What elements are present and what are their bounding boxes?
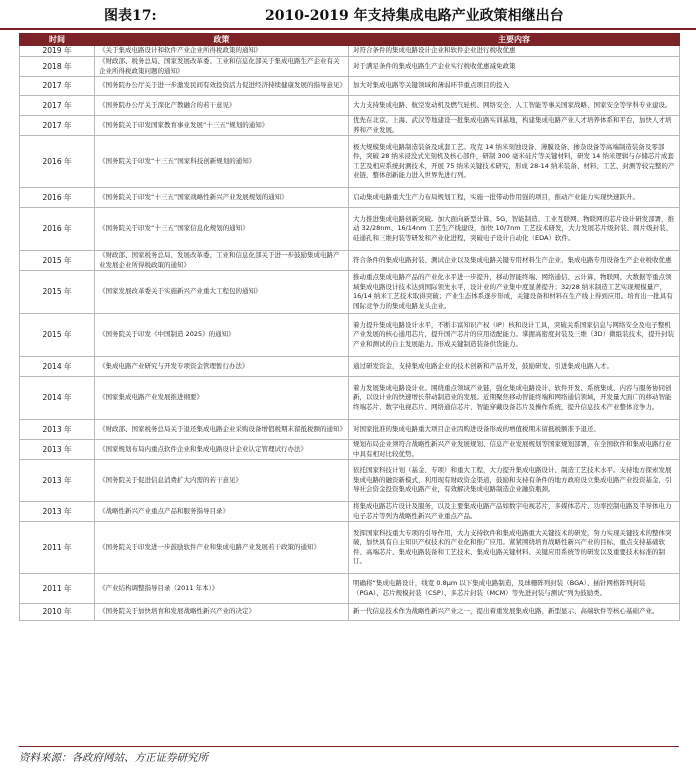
table-row (20, 46, 680, 57)
content-cell: 符合条件的集成电路封装、测试企业以及集成电路关键专用材料生产企业、集成电路专用设备生产企业税收优惠 (349, 251, 680, 271)
year-cell: 2014 年 (20, 357, 95, 377)
year-cell: 2015 年 (20, 271, 95, 314)
year-cell: 2017 年 (20, 77, 95, 96)
table-row (20, 420, 680, 440)
policy-cell: 《财政部、税务总局、国家发展改革委、工业和信息化部关于集成电路生产企业有关企业所得税政策问题的通知》 (95, 57, 349, 77)
table-row (20, 96, 680, 116)
content-cell: 大力支持集成电路、航空发动机及燃气轮机、网络安全、人工智能等事关国家战略、国家安全等学科专业建设。 (349, 96, 680, 116)
table-row (20, 77, 680, 96)
content-cell: 对于满足条件的集成电路生产企业实行税收优惠减免政策 (349, 57, 680, 77)
content-cell: 加大对集成电路等关键领域和薄弱环节重点项目的投入 (349, 77, 680, 96)
content-cell: 明确将“集成电路设计，线宽 0.8μm 以下集成电路制造，及球栅阵列封装（BGA）、插针网格阵列封装（PGA）、芯片规模封装（CSP）、多芯片封装（MCM）等先进封装与测试”列为鼓励类。 (349, 574, 680, 604)
table-row (20, 251, 680, 271)
content-cell: 推动重点集成电路产品的产业化水平进一步提升，移动智能终端、网络通信、云计算、物联网、大数据等重点领域集成电路设计技术达到国际领先水平，设计业的产业集中度显著提升；32/28 纳米制造工艺实现规模量产，16/14 纳米工艺技术取得突破；产业生态体系逐步形成，关键设备和材料在生产线上得到应用。培育出一批具有国际竞争力的集成电路龙头企业。 (349, 271, 680, 314)
table-row (20, 116, 680, 136)
header-content: 主要内容 (349, 34, 680, 46)
policy-cell: 《国务院关于印发“十三五”国家战略性新兴产业发展规划的通知》 (95, 188, 349, 208)
year-cell: 2015 年 (20, 251, 95, 271)
table-row (20, 271, 680, 314)
policy-cell: 《国务院办公厅关于深化产教融合的若干意见》 (95, 96, 349, 116)
table-row (20, 57, 680, 77)
table-header-row (20, 34, 680, 46)
year-cell: 2017 年 (20, 116, 95, 136)
content-cell: 将集成电路芯片设计及服务，以及主要集成电路产品如数字电视芯片、多媒体芯片、功率控制电路及半导体电力电子芯片等列为战略性新兴产业重点产品。 (349, 502, 680, 522)
figure-label: 图表17: (104, 8, 157, 24)
content-cell: 大力推进集成电路创新突破。加大面向新型计算、5G、智能制造、工业互联网、物联网的芯片设计研发部署，推动 32/28nm、16/14nm 工艺生产线建设，加快 10/7nm 工艺技术研发，大力发展芯片级封装、圆片级封装、硅通孔和三维封装等研发和产业化进程，突破电子设计自动化（EDA）软件。 (349, 208, 680, 251)
content-cell: 通过研发资金，支持集成电路企业的技术创新和产品开发，鼓励研发、引进集成电路人才。 (349, 357, 680, 377)
year-cell: 2018 年 (20, 57, 95, 77)
year-cell: 2013 年 (20, 420, 95, 440)
table-row (20, 460, 680, 502)
policy-cell: 《财政部、国家税务总局关于退还集成电路企业采购设备增值税期末留抵税额的通知》 (95, 420, 349, 440)
policy-cell: 《国务院关于加快培育和发展战略性新兴产业的决定》 (95, 604, 349, 621)
content-cell: 对国家批准的集成电路重大项目企业因购进设备形成的增值税期末留抵税额准予退还。 (349, 420, 680, 440)
year-cell: 2016 年 (20, 208, 95, 251)
year-cell: 2014 年 (20, 377, 95, 420)
policy-cell: 《国务院关于印发《中国制造 2025》的通知》 (95, 314, 349, 357)
content-cell: 启动集成电路重大生产力布局规划工程，实施一批带动作用强的项目，推动产业能力实现快速跃升。 (349, 188, 680, 208)
table-row (20, 377, 680, 420)
content-cell: 着力发展集成电路设计业。围绕重点领域产业链，强化集成电路设计、软件开发、系统集成、内容与服务协同创新，以设计业的快速增长带动制造业的发展。近期聚焦移动智能终端和网络通信领域，开发量大面广的移动智能终端芯片、数字电视芯片、网络通信芯片、智能穿戴设备芯片及操作系统，提升信息技术产业整体竞争力。 (349, 377, 680, 420)
figure-title: 2010-2019 年支持集成电路产业政策相继出台 (265, 8, 564, 24)
year-cell: 2013 年 (20, 440, 95, 460)
year-cell: 2015 年 (20, 314, 95, 357)
table-row (20, 440, 680, 460)
table-row (20, 314, 680, 357)
policy-cell: 《国家发展改革委关于实施新兴产业重大工程包的通知》 (95, 271, 349, 314)
year-cell: 2013 年 (20, 502, 95, 522)
table-row (20, 136, 680, 188)
policy-cell: 《财政部、国家税务总局、发展改革委、工业和信息化部关于进一步鼓励集成电路产业发展企业所得税政策的通知》 (95, 251, 349, 271)
policy-cell: 《国务院关于印发进一步鼓励软件产业和集成电路产业发展若干政策的通知》 (95, 522, 349, 574)
year-cell: 2011 年 (20, 522, 95, 574)
year-cell: 2011 年 (20, 574, 95, 604)
table-row (20, 574, 680, 604)
policy-cell: 《国务院关于印发国家教育事业发展“十三五”规划的通知》 (95, 116, 349, 136)
table-row (20, 357, 680, 377)
policy-cell: 《集成电路产业研究与开发专项资金管理暂行办法》 (95, 357, 349, 377)
year-cell: 2017 年 (20, 96, 95, 116)
year-cell: 2019 年 (20, 46, 95, 57)
table-row (20, 522, 680, 574)
figure-title-bar (0, 0, 696, 30)
policy-cell: 《国务院关于促进信息消费扩大内需的若干意见》 (95, 460, 349, 502)
policy-cell: 《关于集成电路设计和软件产业企业所得税政策的通知》 (95, 46, 349, 57)
content-cell: 新一代信息技术作为战略性新兴产业之一，提出着重发展集成电路、新型显示、高端软件等核心基础产业。 (349, 604, 680, 621)
table-row (20, 188, 680, 208)
year-cell: 2016 年 (20, 136, 95, 188)
content-cell: 极大规模集成电路制造装备及成套工艺。攻克 14 纳米刻蚀设备、薄膜设备、掺杂设备等高端制造装备及零部件，突破 28 纳米浸没式光刻机及核心部件，研制 300 毫米硅片等关键材料，研发 14 纳米逻辑与存储芯片成套工艺及相应系统封测技术，开展 75 纳米关键技术研究，形成 28-14 纳米装备、材料、工艺、封测等较完整的产业链，整体创新能力进入世界先进行列。 (349, 136, 680, 188)
policy-cell: 《国务院办公厅关于进一步激发民间有效投资活力促进经济持续健康发展的指导意见》 (95, 77, 349, 96)
policy-cell: 《产业结构调整指导目录（2011 年本）》 (95, 574, 349, 604)
content-cell: 发挥国家科技重大专项的引导作用，大力支持软件和集成电路重大关键技术的研发，努力实现关键技术的整体突破，加快具有自主知识产权技术的产业化和推广应用。紧紧围绕培育战略性新兴产业的目标，重点支持基础软件、高端芯片、集成电路装备和工艺技术、集成电路关键材料、关键应用系统等的研发以及重要技术标准的制订。 (349, 522, 680, 574)
content-cell: 着力提升集成电路设计水平，不断丰富知识产权（IP）核和设计工具，突破关系国家信息与网络安全及电子整机产业发展的核心通用芯片，提升国产芯片的应用适配能力。掌握高密度封装及三维（3D）微组装技术，提升封装产业和测试的自主发展能力。形成关键制造装备供货能力。 (349, 314, 680, 357)
table-row (20, 502, 680, 522)
source-divider (19, 746, 679, 747)
table-row (20, 604, 680, 621)
year-cell: 2016 年 (20, 188, 95, 208)
header-year: 时间 (20, 34, 95, 46)
year-cell: 2013 年 (20, 460, 95, 502)
policy-cell: 《国务院关于印发“十三五”国家科技创新规划的通知》 (95, 136, 349, 188)
source-note: 资料来源：各政府网站、方正证券研究所 (19, 752, 208, 764)
header-policy: 政策 (95, 34, 349, 46)
policy-cell: 《战略性新兴产业重点产品和服务指导目录》 (95, 502, 349, 522)
content-cell: 对符合条件的集成电路设计企业和软件企业进行税收优惠 (349, 46, 680, 57)
content-cell: 规划布局企业须符合战略性新兴产业发展规划、信息产业发展规划等国家规划部署，在全国软件和集成电路行业中具有相对比较优势。 (349, 440, 680, 460)
year-cell: 2010 年 (20, 604, 95, 621)
policy-cell: 《国家集成电路产业发展推进纲要》 (95, 377, 349, 420)
content-cell: 依托国家科技计划（基金、专项）和重大工程，大力提升集成电路设计、制造工艺技术水平。支持地方探索发展集成电路的融资新模式，利用现有财政资金渠道，鼓励和支持有条件的地方政府设立集成电路产业投资基金，引导社会资金投资集成电路产业，有效解决集成电路制造企业融资瓶颈。 (349, 460, 680, 502)
policy-table (19, 33, 680, 621)
content-cell: 优先在北京、上海、武汉等地建设一批集成电路实训基地，构建集成电路产业人才培养体系和平台，加快人才培养和产业发展。 (349, 116, 680, 136)
policy-cell: 《国务院关于印发“十三五”国家信息化规划的通知》 (95, 208, 349, 251)
policy-cell: 《国家规划布局内重点软件企业和集成电路设计企业认定管理试行办法》 (95, 440, 349, 460)
table-row (20, 208, 680, 251)
